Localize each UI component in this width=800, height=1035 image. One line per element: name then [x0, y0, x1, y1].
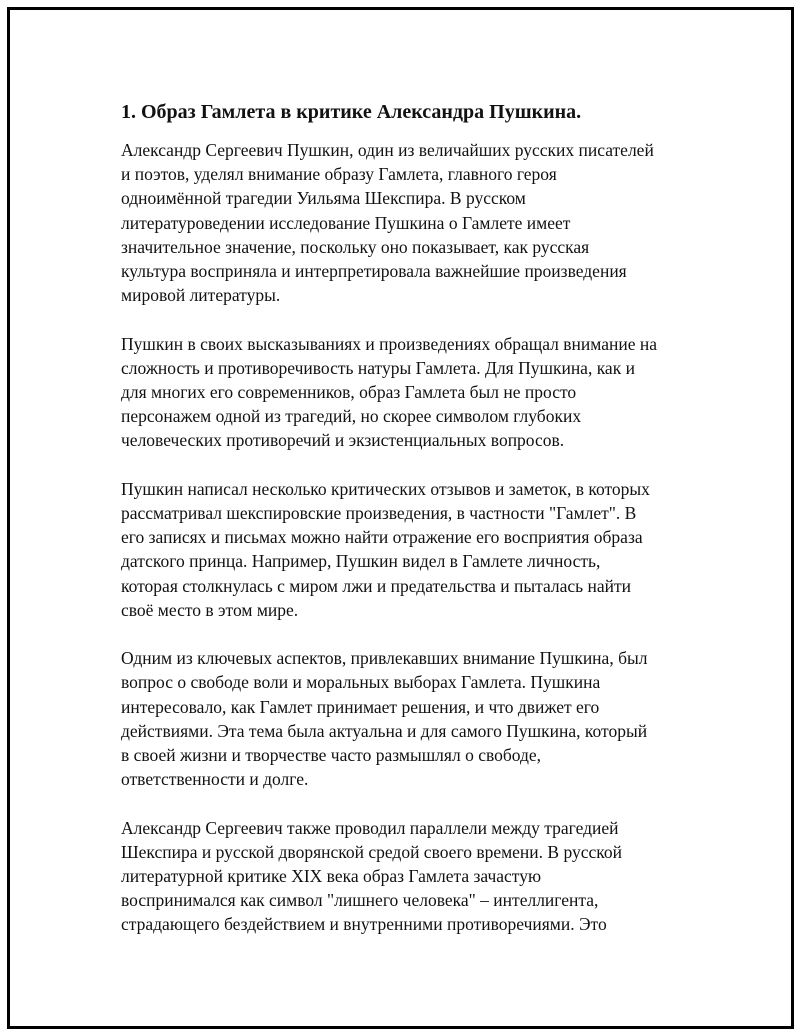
paragraph-5: [121, 816, 701, 937]
text-line: датского принца. Например, Пушкин видел в Гамлете личность,: [121, 551, 601, 572]
paragraph-2: [121, 332, 701, 453]
text-line: рассматривал шекспировские произведения, в частности "Гамлет". В: [121, 503, 637, 524]
text-line: и поэтов, уделял внимание образу Гамлета, главного героя: [121, 164, 557, 185]
text-line: интересовало, как Гамлет принимает решения, и что движет его: [121, 696, 600, 717]
text-line: которая столкнулась с миром лжи и предательства и пыталась найти: [121, 575, 632, 596]
text-line: Одним из ключевых аспектов, привлекавших внимание Пушкина, был: [121, 648, 648, 669]
text-line: Александр Сергеевич Пушкин, один из величайших русских писателей: [121, 140, 654, 160]
text-line: литературной критике XIX века образ Гамлета зачастую: [121, 866, 542, 887]
document-content: [121, 98, 701, 961]
text-line: значительное значение, поскольку оно показывает, как русская: [121, 236, 590, 257]
text-line: воспринимался как символ "лишнего человека" – интеллигента,: [121, 890, 599, 911]
paragraph-1: [121, 138, 701, 307]
text-line: его записях и письмах можно найти отражение его восприятия образа: [121, 527, 643, 548]
text-line: ответственности и долге.: [121, 769, 309, 790]
text-line: человеческих противоречий и экзистенциальных вопросов.: [121, 430, 565, 451]
text-line: литературоведении исследование Пушкина о Гамлете имеет: [121, 212, 571, 233]
text-line: одноимённой трагедии Уильяма Шекспира. В русском: [121, 188, 526, 209]
text-line: в своей жизни и творчестве часто размышлял о свободе,: [121, 745, 542, 766]
paragraph-4: [121, 646, 701, 791]
text-line: персонажем одной из трагедий, но скорее символом глубоких: [121, 406, 582, 427]
page-frame: [7, 7, 794, 1029]
text-line: Пушкин в своих высказываниях и произведениях обращал внимание на: [121, 333, 657, 354]
text-line: действиями. Эта тема была актуальна и для самого Пушкина, который: [121, 720, 648, 741]
text-line: сложность и противоречивость натуры Гамлета. Для Пушкина, как и: [121, 357, 635, 378]
text-line: Шекспира и русской дворянской средой своего времени. В русской: [121, 841, 622, 862]
text-line: вопрос о свободе воли и моральных выборах Гамлета. Пушкина: [121, 672, 601, 693]
text-line: культура восприняла и интерпретировала важнейшие произведения: [121, 261, 627, 282]
text-line: мировой литературы.: [121, 285, 281, 306]
text-line: Пушкин написал несколько критических отзывов и заметок, в которых: [121, 478, 650, 499]
text-line: Александр Сергеевич также проводил параллели между трагедией: [121, 817, 619, 838]
text-line: страдающего бездействием и внутренними противоречиями. Это: [121, 914, 607, 935]
text-line: для многих его современников, образ Гамлета был не просто: [121, 382, 577, 403]
paragraph-3: [121, 477, 701, 622]
text-line: своё место в этом мире.: [121, 599, 299, 620]
section-heading: 1. Образ Гамлета в критике Александра Пушкина.: [121, 101, 582, 123]
